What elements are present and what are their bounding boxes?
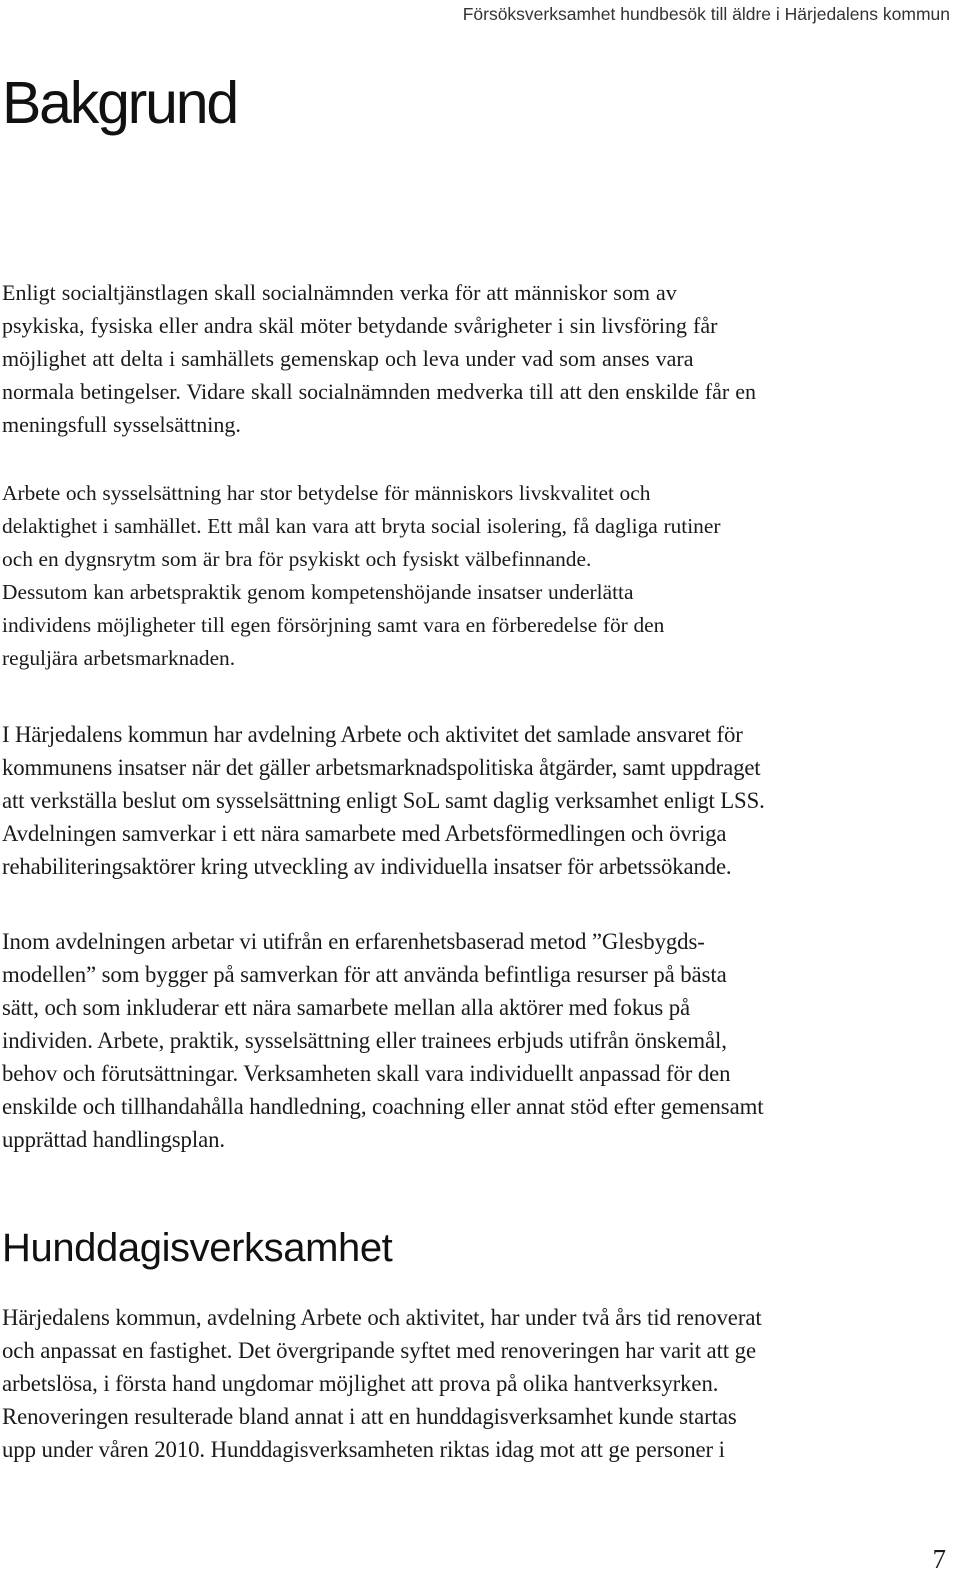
- text-line: att verkställa beslut om sysselsättning enligt SoL samt daglig verksamhet enligt LSS.: [2, 788, 765, 813]
- text-line: modellen” som bygger på samverkan för att använda befintliga resurser på bästa: [2, 962, 727, 987]
- text-line: sätt, och som inkluderar ett nära samarbete mellan alla aktörer med fokus på: [2, 995, 691, 1020]
- text-line: individen. Arbete, praktik, sysselsättning eller trainees erbjuds utifrån önskemål,: [2, 1028, 727, 1053]
- running-header: Försöksverksamhet hundbesök till äldre i Härjedalens kommun: [462, 4, 950, 24]
- paragraph-hunddagis: [2, 1301, 762, 1466]
- text-line: rehabiliteringsaktörer kring utveckling av individuella insatser för arbetssökande.: [2, 854, 732, 879]
- text-line: och anpassat en fastighet. Det övergripande syftet med renoveringen har varit att ge: [2, 1338, 756, 1363]
- text-line: normala betingelser. Vidare skall socialnämnden medverka till att den enskilde får en: [2, 379, 756, 404]
- text-line: enskilde och tillhandahålla handledning, coachning eller annat stöd efter gemensamt: [2, 1094, 764, 1119]
- paragraph-arbete-sysselsattning: [2, 477, 720, 675]
- text-line: Renoveringen resulterade bland annat i att en hunddagisverksamhet kunde startas: [2, 1404, 737, 1429]
- text-line: individens möjligheter till egen försörjning samt vara en förberedelse för den: [2, 613, 665, 637]
- text-line: arbetslösa, i första hand ungdomar möjlighet att prova på olika hantverksyrken.: [2, 1371, 719, 1396]
- text-line: Dessutom kan arbetspraktik genom kompetenshöjande insatser underlätta: [2, 580, 634, 604]
- text-line: meningsfull sysselsättning.: [2, 412, 241, 437]
- text-line: behov och förutsättningar. Verksamheten skall vara individuellt anpassad för den: [2, 1061, 731, 1086]
- text-line: Arbete och sysselsättning har stor betydelse för människors livskvalitet och: [2, 481, 651, 505]
- section-heading-hunddagisverksamhet: Hunddagisverksamhet: [2, 1226, 393, 1270]
- text-line: reguljära arbetsmarknaden.: [2, 646, 236, 670]
- text-line: upprättad handlingsplan.: [2, 1127, 225, 1152]
- text-line: upp under våren 2010. Hunddagisverksamheten riktas idag mot att ge personer i: [2, 1437, 725, 1462]
- paragraph-socialtjanstlagen: [2, 276, 756, 441]
- text-line: möjlighet att delta i samhällets gemenskap och leva under vad som anses vara: [2, 346, 694, 371]
- text-line: I Härjedalens kommun har avdelning Arbete och aktivitet det samlade ansvaret för: [2, 722, 743, 747]
- paragraph-arbete-och-aktivitet: [2, 718, 765, 883]
- text-line: och en dygnsrytm som är bra för psykiskt och fysiskt välbefinnande.: [2, 547, 592, 571]
- paragraph-glesbygdsmodellen: [2, 925, 763, 1156]
- text-line: Avdelningen samverkar i ett nära samarbete med Arbetsförmedlingen och övriga: [2, 821, 727, 846]
- text-line: delaktighet i samhället. Ett mål kan vara att bryta social isolering, få dagliga rutiner: [2, 514, 721, 538]
- text-line: Härjedalens kommun, avdelning Arbete och aktivitet, har under två års tid renoverat: [2, 1305, 762, 1330]
- text-line: Enligt socialtjänstlagen skall socialnämnden verka för att människor som av: [2, 280, 677, 305]
- text-line: Inom avdelningen arbetar vi utifrån en erfarenhetsbaserad metod ”Glesbygds-: [2, 929, 705, 954]
- text-line: psykiska, fysiska eller andra skäl möter betydande svårigheter i sin livsföring får: [2, 313, 718, 338]
- section-heading-bakgrund: Bakgrund: [2, 70, 237, 136]
- page-number: 7: [932, 1544, 946, 1574]
- text-line: kommunens insatser när det gäller arbetsmarknadspolitiska åtgärder, samt uppdraget: [2, 755, 761, 780]
